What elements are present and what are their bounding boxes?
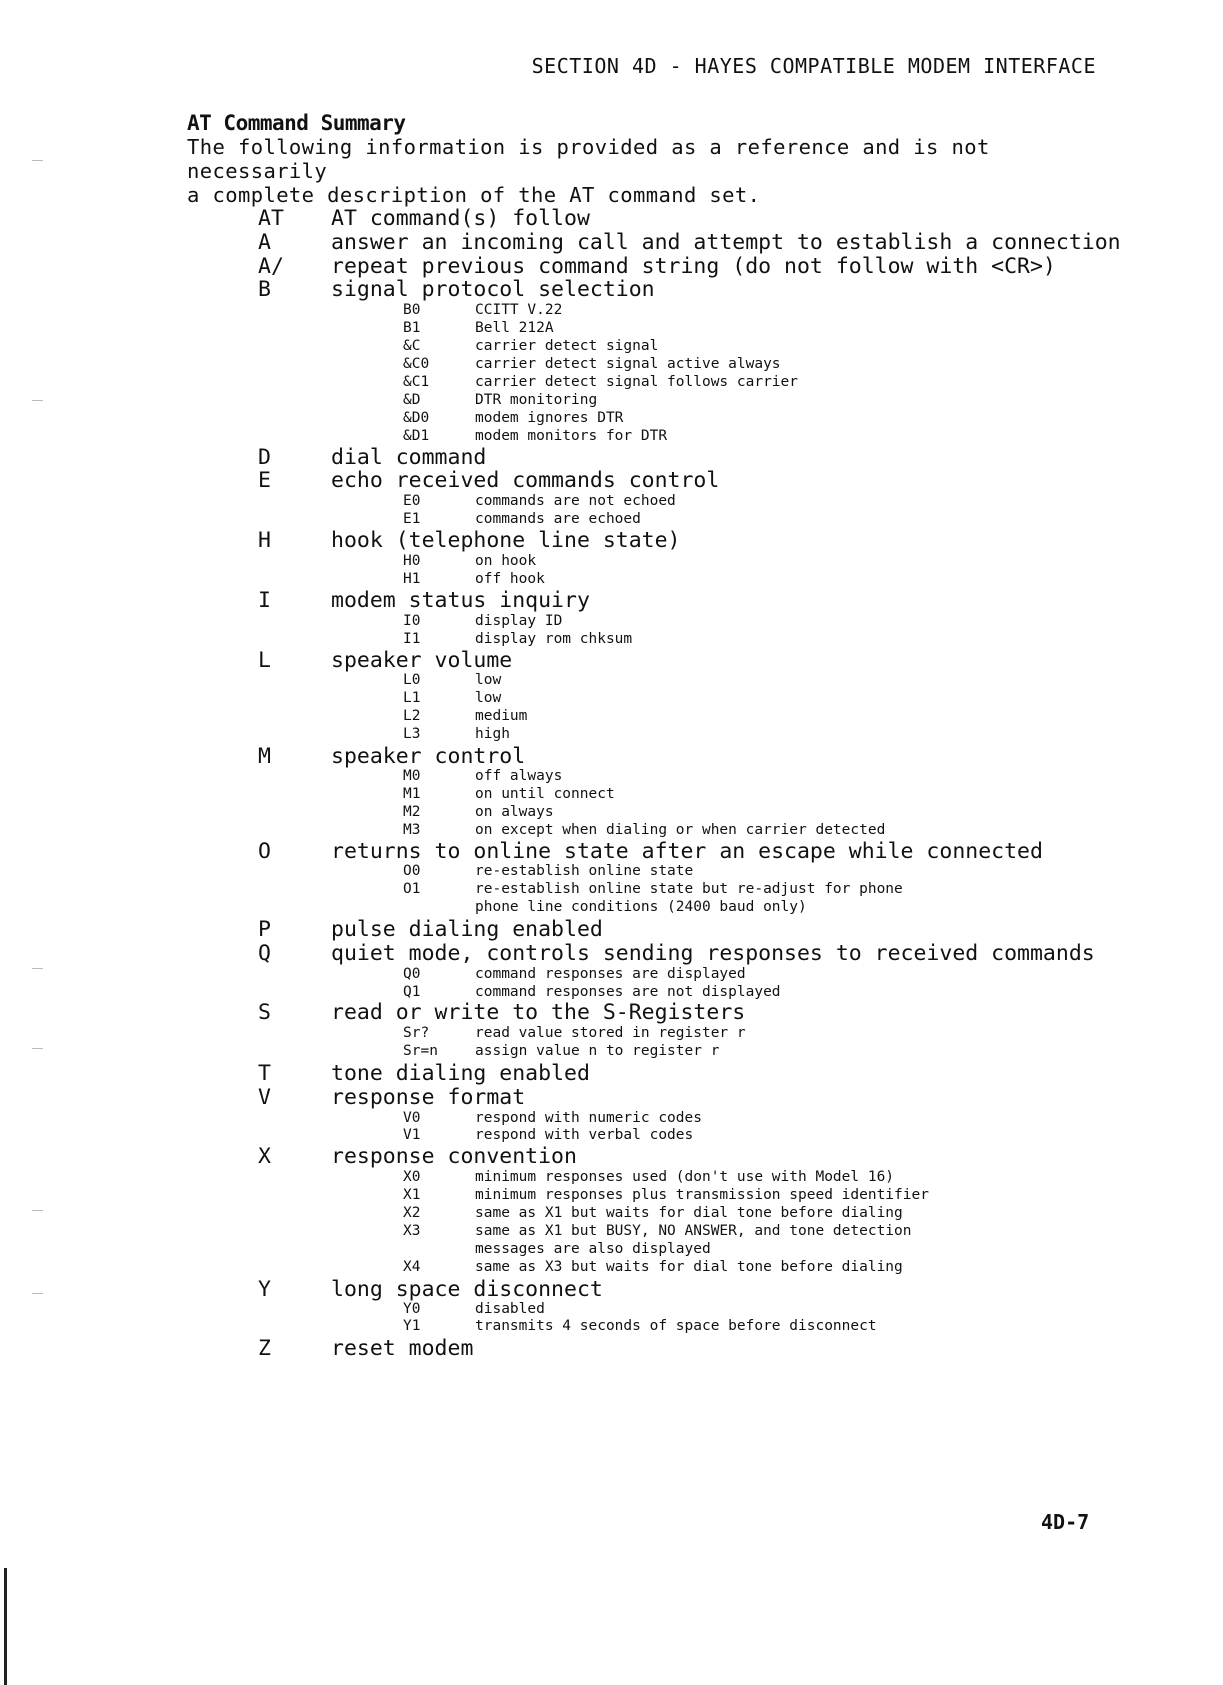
subcommand-row [0, 301, 1223, 319]
subcommand-code: O1 [403, 881, 421, 897]
command-desc: response convention [331, 1144, 577, 1169]
subcommand-row [0, 1204, 1223, 1222]
command-desc: pulse dialing enabled [331, 917, 603, 942]
command-desc: response format [331, 1085, 526, 1110]
subcommand-code: &D1 [403, 428, 430, 444]
subcommand-code: L1 [403, 690, 421, 706]
subcommand-row [0, 1300, 1223, 1318]
subcommand-row [0, 689, 1223, 707]
subcommand-desc: high [475, 726, 510, 742]
subcommand-desc: carrier detect signal follows carrier [475, 374, 799, 390]
command-desc: reset modem [331, 1336, 474, 1361]
subcommand-code: Y0 [403, 1301, 421, 1317]
subcommand-desc: respond with numeric codes [475, 1110, 702, 1126]
subcommand-row [0, 355, 1223, 373]
subcommand-row [0, 725, 1223, 743]
subcommand-code: I1 [403, 631, 421, 647]
subcommand-desc: respond with verbal codes [475, 1127, 694, 1143]
command-desc: modem status inquiry [331, 588, 590, 613]
subcommand-code: L3 [403, 726, 421, 742]
subcommand-row [0, 1222, 1223, 1240]
command-code: A [258, 230, 271, 255]
subcommand-code: H1 [403, 571, 421, 587]
margin-mark [32, 400, 43, 401]
subcommand-desc: display rom chksum [475, 631, 633, 647]
subcommand-desc: commands are not echoed [475, 493, 676, 509]
subcommand-row [0, 862, 1223, 880]
command-desc: returns to online state after an escape while connected [331, 839, 1043, 864]
subcommand-code: Q0 [403, 966, 421, 982]
command-row-e [0, 469, 1223, 493]
command-row-m [0, 745, 1223, 769]
subcommand-row [0, 785, 1223, 803]
subcommand-desc: carrier detect signal [475, 338, 659, 354]
command-row-p [0, 918, 1223, 942]
command-code: V [258, 1085, 271, 1110]
subcommand-row [0, 671, 1223, 689]
subcommand-row [0, 1109, 1223, 1127]
command-desc: tone dialing enabled [331, 1061, 590, 1086]
subcommand-row [0, 570, 1223, 588]
command-code: I [258, 588, 271, 613]
command-code: B [258, 277, 271, 302]
subcommand-row [0, 427, 1223, 445]
command-desc: speaker control [331, 744, 526, 769]
subcommand-code: X3 [403, 1223, 421, 1239]
subcommand-desc: same as X3 but waits for dial tone before dialing [475, 1259, 903, 1275]
subcommand-code: V0 [403, 1110, 421, 1126]
command-row-y [0, 1278, 1223, 1302]
command-row-at [0, 207, 1223, 231]
command-row-q [0, 942, 1223, 966]
intro-line: a complete description of the AT command set. [187, 183, 761, 207]
subcommand-desc: commands are echoed [475, 511, 641, 527]
subcommand-row [0, 1126, 1223, 1144]
subcommand-code: X0 [403, 1169, 421, 1185]
margin-mark [32, 968, 43, 969]
command-desc: signal protocol selection [331, 277, 655, 302]
command-desc: answer an incoming call and attempt to establish a connection [331, 230, 1121, 255]
subcommand-desc: carrier detect signal active always [475, 356, 781, 372]
command-code: Y [258, 1277, 271, 1302]
subcommand-desc: on always [475, 804, 554, 820]
subcommand-desc: minimum responses plus transmission speed identifier [475, 1187, 929, 1203]
command-row-d [0, 446, 1223, 470]
subcommand-desc: assign value n to register r [475, 1043, 720, 1059]
command-code: AT [258, 206, 284, 231]
subcommand-row [0, 965, 1223, 983]
command-desc: long space disconnect [331, 1277, 603, 1302]
command-code: E [258, 468, 271, 493]
subcommand-row [0, 391, 1223, 409]
subcommand-row [0, 1186, 1223, 1204]
subcommand-row [0, 612, 1223, 630]
subcommand-code: O0 [403, 863, 421, 879]
subcommand-desc: on hook [475, 553, 537, 569]
subcommand-desc: modem monitors for DTR [475, 428, 668, 444]
margin-mark [32, 1048, 43, 1049]
summary-intro [187, 135, 1127, 207]
binding-edge [4, 1568, 7, 1685]
subcommand-code: &C [403, 338, 421, 354]
subcommand-row [0, 1024, 1223, 1042]
command-row-x [0, 1145, 1223, 1169]
command-row-o [0, 840, 1223, 864]
subcommand-desc-continued: messages are also displayed [475, 1241, 711, 1257]
command-code: P [258, 917, 271, 942]
subcommand-row [0, 1042, 1223, 1060]
subcommand-row [0, 409, 1223, 427]
subcommand-code: Y1 [403, 1318, 421, 1334]
subcommand-desc: modem ignores DTR [475, 410, 624, 426]
command-row-s [0, 1001, 1223, 1025]
subcommand-row [0, 552, 1223, 570]
subcommand-row [0, 373, 1223, 391]
command-row-a-slash [0, 255, 1223, 279]
subcommand-code: H0 [403, 553, 421, 569]
subcommand-row [0, 707, 1223, 725]
command-desc: speaker volume [331, 648, 513, 673]
subcommand-code: X2 [403, 1205, 421, 1221]
subcommand-code: L2 [403, 708, 421, 724]
command-row-z [0, 1337, 1223, 1361]
command-code: X [258, 1144, 271, 1169]
subcommand-code: V1 [403, 1127, 421, 1143]
subcommand-desc: re-establish online state [475, 863, 694, 879]
subcommand-row [0, 337, 1223, 355]
subcommand-code: X1 [403, 1187, 421, 1203]
subcommand-desc: CCITT V.22 [475, 302, 563, 318]
section-header: SECTION 4D - HAYES COMPATIBLE MODEM INTERFACE [531, 54, 1096, 78]
command-row-v [0, 1086, 1223, 1110]
command-desc: AT command(s) follow [331, 206, 590, 231]
subcommand-desc: disabled [475, 1301, 545, 1317]
subcommand-desc: same as X1 but BUSY, NO ANSWER, and tone detection [475, 1223, 912, 1239]
subcommand-desc: low [475, 690, 502, 706]
subcommand-code: X4 [403, 1259, 421, 1275]
margin-mark [32, 160, 43, 161]
subcommand-desc: on until connect [475, 786, 615, 802]
subcommand-desc: same as X1 but waits for dial tone before dialing [475, 1205, 903, 1221]
subcommand-row [0, 983, 1223, 1001]
subcommand-code: M0 [403, 768, 421, 784]
command-row-l [0, 649, 1223, 673]
command-code: L [258, 648, 271, 673]
subcommand-row [0, 803, 1223, 821]
command-row-i [0, 589, 1223, 613]
subcommand-code: B1 [403, 320, 421, 336]
subcommand-code: Sr? [403, 1025, 430, 1041]
subcommand-code: &C1 [403, 374, 430, 390]
command-code: Z [258, 1336, 271, 1361]
subcommand-row [0, 880, 1223, 898]
subcommand-desc: command responses are not displayed [475, 984, 781, 1000]
margin-mark [32, 1293, 43, 1294]
subcommand-code: &D [403, 392, 421, 408]
subcommand-row [0, 1258, 1223, 1276]
summary-title: AT Command Summary [187, 111, 406, 135]
command-code: D [258, 445, 271, 470]
subcommand-desc: low [475, 672, 502, 688]
command-code: T [258, 1061, 271, 1086]
subcommand-desc: re-establish online state but re-adjust for phone [475, 881, 903, 897]
command-code: Q [258, 941, 271, 966]
command-code: O [258, 839, 271, 864]
subcommand-desc: command responses are displayed [475, 966, 746, 982]
subcommand-code: L0 [403, 672, 421, 688]
subcommand-row [0, 1168, 1223, 1186]
subcommand-desc: transmits 4 seconds of space before disconnect [475, 1318, 877, 1334]
subcommand-row [0, 821, 1223, 839]
subcommand-desc: display ID [475, 613, 563, 629]
command-row-a [0, 231, 1223, 255]
subcommand-desc: Bell 212A [475, 320, 554, 336]
subcommand-row [0, 1317, 1223, 1335]
command-desc: dial command [331, 445, 487, 470]
subcommand-row [0, 767, 1223, 785]
subcommand-desc: minimum responses used (don't use with Model 16) [475, 1169, 895, 1185]
command-row-t [0, 1062, 1223, 1086]
subcommand-code: M3 [403, 822, 421, 838]
subcommand-desc: medium [475, 708, 528, 724]
subcommand-desc: off hook [475, 571, 545, 587]
command-row-h [0, 529, 1223, 553]
command-desc: read or write to the S-Registers [331, 1000, 746, 1025]
page-number: 4D-7 [1041, 1510, 1090, 1534]
subcommand-row [0, 510, 1223, 528]
subcommand-code: E1 [403, 511, 421, 527]
subcommand-code: Q1 [403, 984, 421, 1000]
subcommand-desc: on except when dialing or when carrier detected [475, 822, 886, 838]
subcommand-code: E0 [403, 493, 421, 509]
subcommand-code: B0 [403, 302, 421, 318]
command-code: M [258, 744, 271, 769]
command-code: S [258, 1000, 271, 1025]
intro-line: The following information is provided as a reference and is not necessarily [187, 135, 990, 183]
command-code: A/ [258, 254, 284, 279]
command-code: H [258, 528, 271, 553]
subcommand-code: M1 [403, 786, 421, 802]
command-row-b [0, 278, 1223, 302]
subcommand-code: I0 [403, 613, 421, 629]
subcommand-desc: off always [475, 768, 563, 784]
subcommand-code: Sr=n [403, 1043, 438, 1059]
command-desc: repeat previous command string (do not follow with <CR>) [331, 254, 1056, 279]
subcommand-code: M2 [403, 804, 421, 820]
command-desc: quiet mode, controls sending responses to received commands [331, 941, 1095, 966]
subcommand-code: &C0 [403, 356, 430, 372]
subcommand-code: &D0 [403, 410, 430, 426]
subcommand-row [0, 319, 1223, 337]
subcommand-desc-continued: phone line conditions (2400 baud only) [475, 899, 807, 915]
margin-mark [32, 1210, 43, 1211]
subcommand-desc: DTR monitoring [475, 392, 598, 408]
command-desc: echo received commands control [331, 468, 720, 493]
command-desc: hook (telephone line state) [331, 528, 681, 553]
subcommand-desc: read value stored in register r [475, 1025, 746, 1041]
subcommand-row [0, 492, 1223, 510]
subcommand-row [0, 630, 1223, 648]
